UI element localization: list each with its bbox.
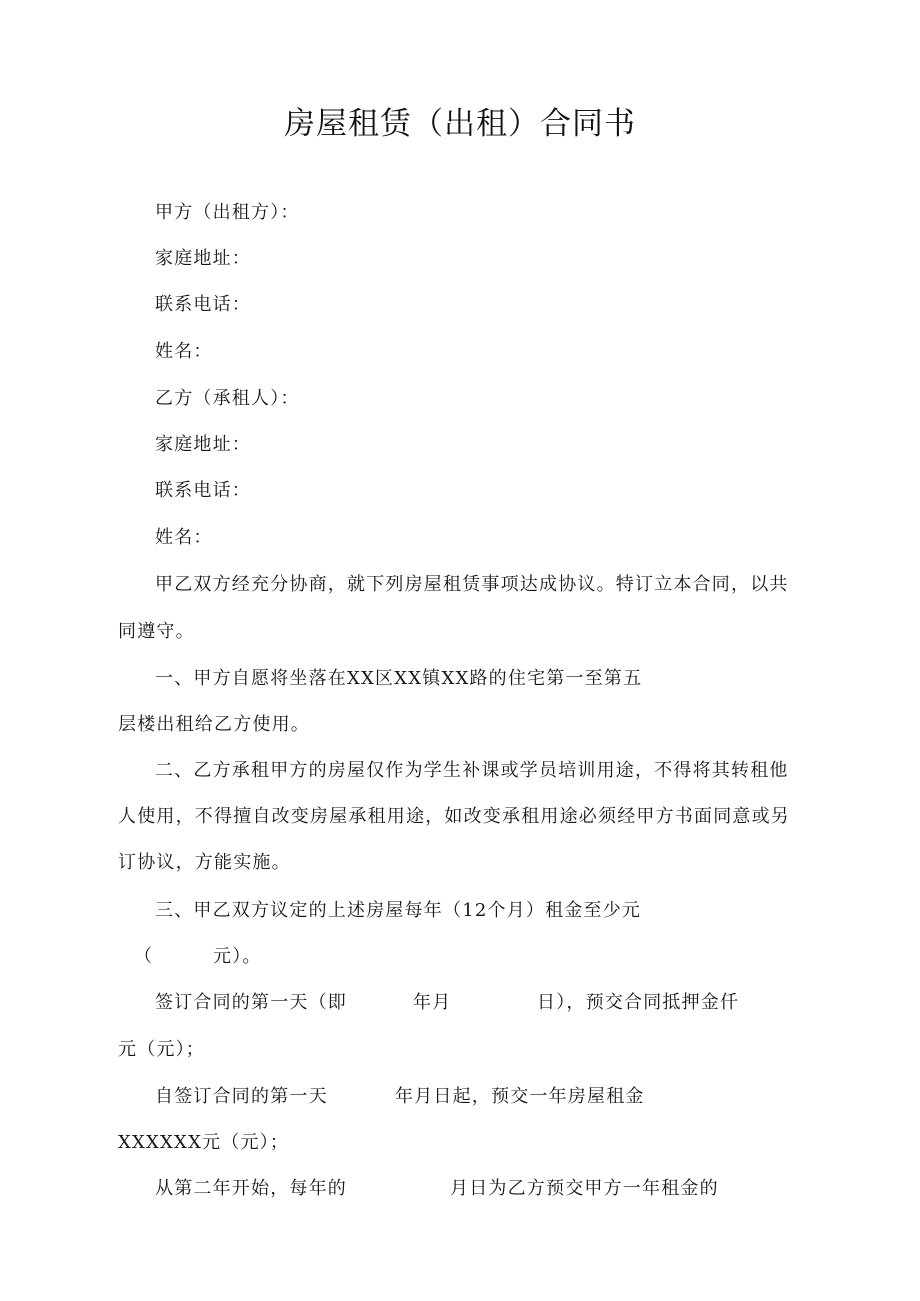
party-b-label: 乙方（承租人）： (155, 388, 300, 409)
clause-1-line-2: 层楼出租给乙方使用。 (118, 714, 310, 735)
clause-1-line-1: 一、甲方自愿将坐落在XX区XX镇XX路的住宅第一至第五 (155, 668, 643, 689)
intro-paragraph-line-2: 同遵守。 (118, 621, 195, 642)
party-b-phone: 联系电话： (155, 480, 251, 501)
clause-2-line-3: 订协议，方能实施。 (118, 852, 291, 873)
deposit-line-part-1: 签订合同的第一天（即 (155, 992, 347, 1013)
party-a-phone: 联系电话： (155, 294, 251, 315)
clause-3-amount-close: 元）。 (213, 946, 262, 967)
party-b-name: 姓名： (155, 527, 213, 548)
clause-2-line-1: 二、乙方承租甲方的房屋仅作为学生补课或学员培训用途，不得将其转租他 (155, 760, 789, 781)
deposit-line-part-3: 日），预交合同抵押金仟 (537, 992, 740, 1013)
clause-2-line-2: 人使用，不得擅自改变房屋承租用途，如改变承租用途必须经甲方书面同意或另 (118, 806, 790, 827)
party-b-address: 家庭地址： (155, 434, 251, 455)
intro-paragraph-line-1: 甲乙双方经充分协商，就下列房屋租赁事项达成协议。特订立本合同，以共 (155, 574, 789, 595)
rent-line-2: XXXXXX元（元）； (118, 1132, 290, 1153)
clause-3-line-1: 三、甲乙双方议定的上述房屋每年（12个月）租金至少元 (155, 900, 642, 921)
rent-line-part-2: 年月日起，预交一年房屋租金 (395, 1086, 645, 1107)
deposit-line-2: 元（元）； (118, 1039, 205, 1060)
clause-3-amount-open: （ (134, 946, 154, 967)
rent-line-part-1: 自签订合同的第一天 (155, 1086, 328, 1107)
party-a-address: 家庭地址： (155, 248, 251, 269)
contract-title: 房屋租赁（出租）合同书 (284, 106, 636, 142)
party-a-label: 甲方（出租方）： (155, 202, 300, 223)
annual-line-part-2: 月日为乙方预交甲方一年租金的 (450, 1178, 719, 1199)
party-a-name: 姓名： (155, 341, 213, 362)
annual-line-part-1: 从第二年开始，每年的 (155, 1178, 347, 1199)
deposit-line-part-2: 年月 (413, 992, 452, 1013)
